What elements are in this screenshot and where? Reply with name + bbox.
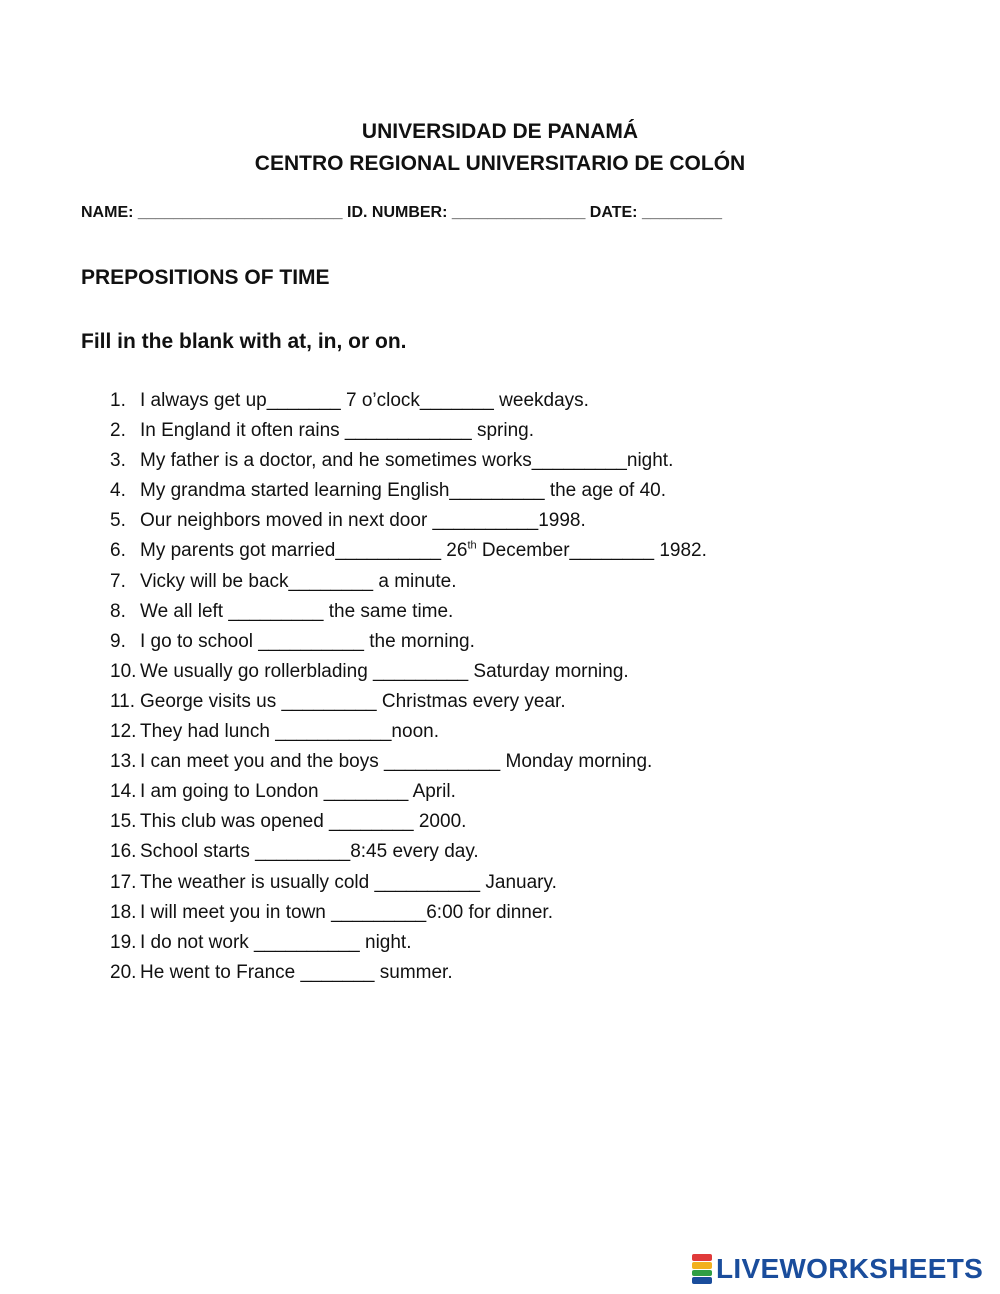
item-number: 5.	[110, 510, 126, 532]
item-text: This club was opened ________ 2000.	[140, 811, 467, 833]
item-text: My father is a doctor, and he sometimes works_________night.	[140, 450, 674, 472]
exercise-item	[110, 749, 707, 779]
ordinal-suffix: th	[467, 540, 477, 553]
item-text: I can meet you and the boys ___________ Monday morning.	[140, 751, 653, 773]
item-text: Vicky will be back________ a minute.	[140, 570, 457, 592]
item-text-post: December________ 1982.	[476, 540, 707, 562]
logo-mark-bar	[692, 1262, 712, 1269]
item-text: George visits us _________ Christmas every year.	[140, 690, 566, 712]
item-number: 7.	[110, 570, 126, 592]
section-title: PREPOSITIONS OF TIME	[81, 266, 330, 289]
exercise-item	[110, 870, 707, 900]
item-number: 18.	[110, 901, 137, 923]
exercise-item	[110, 930, 707, 960]
item-text: We usually go rollerblading _________ Saturday morning.	[140, 660, 629, 682]
exercise-item	[110, 448, 707, 478]
item-text: In England it often rains ____________ spring.	[140, 420, 535, 442]
instruction: Fill in the blank with at, in, or on.	[81, 330, 407, 353]
item-text: I do not work __________ night.	[140, 931, 412, 953]
item-number: 16.	[110, 841, 137, 863]
item-number: 14.	[110, 781, 137, 803]
item-number: 15.	[110, 811, 137, 833]
student-info-line: NAME: _______________________ ID. NUMBER: _______________ DATE: _________	[81, 204, 723, 221]
item-number: 9.	[110, 630, 126, 652]
exercise-item	[110, 779, 707, 809]
item-number: 11.	[110, 690, 136, 712]
logo-mark-bar	[692, 1277, 712, 1284]
item-number: 8.	[110, 600, 126, 622]
logo-text: LIVEWORKSHEETS	[716, 1253, 984, 1284]
item-text: My grandma started learning English_________ the age of 40.	[140, 480, 667, 502]
item-number: 2.	[110, 420, 126, 442]
logo-mark-bar	[692, 1270, 712, 1277]
exercise-item	[110, 478, 707, 508]
exercise-item	[110, 538, 707, 568]
exercise-item	[110, 689, 707, 719]
item-text: School starts _________8:45 every day.	[140, 841, 479, 863]
logo-mark-bar	[692, 1254, 712, 1261]
item-number: 4.	[110, 480, 126, 502]
university-name: UNIVERSIDAD DE PANAMÁ	[361, 120, 639, 143]
item-text: He went to France _______ summer.	[140, 961, 453, 983]
exercise-item	[110, 569, 707, 599]
logo-mark-icon	[692, 1254, 712, 1284]
item-text: I go to school __________ the morning.	[140, 630, 475, 652]
item-number: 10.	[110, 660, 137, 682]
item-text: I will meet you in town _________6:00 for dinner.	[140, 901, 553, 923]
exercise-item	[110, 960, 707, 990]
item-number: 20.	[110, 961, 137, 983]
item-number: 13.	[110, 751, 137, 773]
item-text: I am going to London ________ April.	[140, 781, 456, 803]
exercise-item	[110, 418, 707, 448]
item-text	[140, 538, 707, 568]
exercise-item	[110, 629, 707, 659]
exercise-item	[110, 508, 707, 538]
item-text: The weather is usually cold __________ January.	[140, 871, 557, 893]
liveworksheets-logo	[692, 1252, 983, 1286]
item-number: 1.	[110, 390, 126, 411]
item-text: Our neighbors moved in next door __________1998.	[140, 510, 586, 532]
campus-name: CENTRO REGIONAL UNIVERSITARIO DE COLÓN	[254, 152, 746, 175]
exercise-list	[110, 388, 707, 990]
item-text: They had lunch ___________noon.	[140, 721, 439, 743]
exercise-item	[110, 388, 707, 418]
exercise-item	[110, 599, 707, 629]
item-number: 6.	[110, 540, 126, 562]
item-number: 12.	[110, 721, 137, 743]
exercise-item	[110, 809, 707, 839]
item-number: 3.	[110, 450, 126, 472]
exercise-item	[110, 900, 707, 930]
item-text: We all left _________ the same time.	[140, 600, 454, 622]
exercise-item	[110, 659, 707, 689]
item-number: 17.	[110, 871, 137, 893]
item-text-pre: My parents got married__________ 26	[140, 540, 468, 562]
exercise-item	[110, 839, 707, 869]
exercise-item	[110, 719, 707, 749]
item-number: 19.	[110, 931, 137, 953]
item-text: I always get up_______ 7 o’clock_______ weekdays.	[140, 390, 589, 411]
